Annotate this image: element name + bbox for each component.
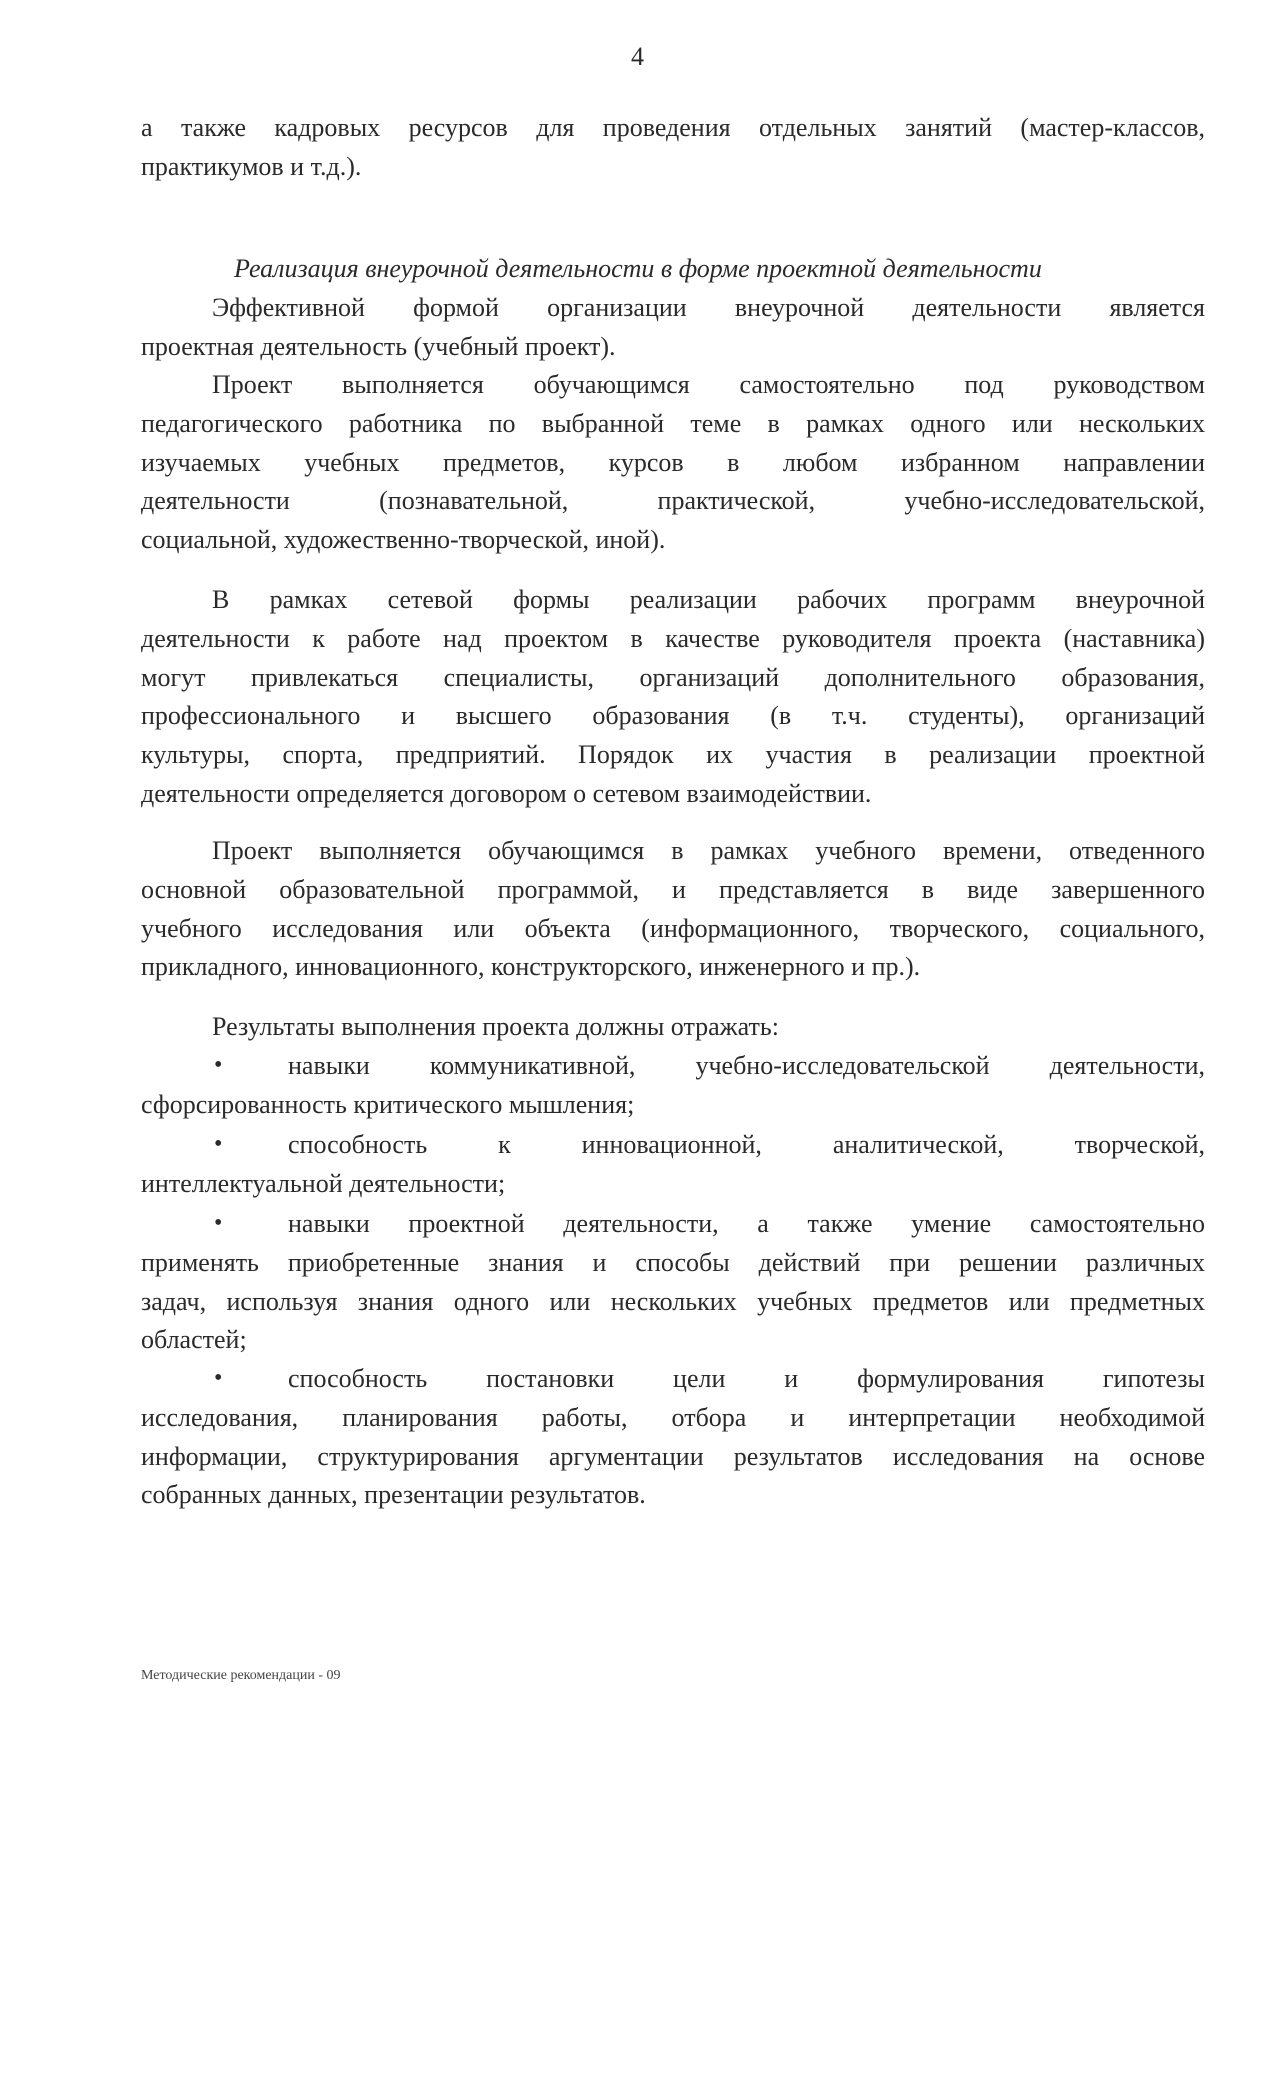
text-line: исследования, планирования работы, отбора и интерпретации необходимой — [141, 1402, 1205, 1432]
text-line: учебного исследования или объекта (информационного, творческого, социального, — [141, 913, 1205, 943]
text-line: информации, структурирования аргументации результатов исследования на основе — [141, 1441, 1205, 1471]
text-line: деятельности к работе над проектом в качестве руководителя проекта (наставника) — [141, 623, 1205, 653]
text-line: практикумов и т.д.). — [141, 151, 362, 181]
bullet-icon: • — [214, 1131, 223, 1157]
bullet-icon: • — [214, 1365, 223, 1391]
text-line: способность постановки цели и формулирования гипотезы — [288, 1364, 1205, 1393]
text-line: могут привлекаться специалисты, организаций дополнительного образования, — [141, 662, 1205, 692]
text-line: проектная деятельность (учебный проект). — [141, 331, 616, 361]
text-line: основной образовательной программой, и представляется в виде завершенного — [141, 874, 1205, 904]
text-line: деятельности определяется договором о сетевом взаимодействии. — [141, 779, 872, 808]
text-line: В рамках сетевой формы реализации рабочих программ внеурочной — [212, 585, 1205, 614]
text-line: интеллектуальной деятельности; — [141, 1168, 506, 1198]
text-line: изучаемых учебных предметов, курсов в любом избранном направлении — [141, 447, 1205, 477]
text-line: Проект выполняется обучающимся в рамках учебного времени, отведенного — [212, 836, 1205, 865]
text-line: навыки коммуникативной, учебно-исследовательской деятельности, — [288, 1051, 1205, 1080]
page-footer: Методические рекомендации - 09 — [141, 1668, 341, 1683]
text-line: способность к инновационной, аналитической, творческой, — [288, 1130, 1205, 1159]
text-line: Проект выполняется обучающимся самостоятельно под руководством — [212, 370, 1205, 399]
text-line: областей; — [141, 1325, 247, 1355]
text-line: задач, используя знания одного или нескольких учебных предметов или предметных — [141, 1286, 1205, 1316]
bullet-icon: • — [214, 1210, 223, 1236]
bullet-icon: • — [214, 1052, 223, 1078]
text-line: культуры, спорта, предприятий. Порядок их участия в реализации проектной — [141, 740, 1205, 770]
text-line: прикладного, инновационного, конструкторского, инженерного и пр.). — [141, 952, 921, 982]
section-heading: Реализация внеурочной деятельности в форме проектной деятельности — [234, 254, 1042, 283]
text-line: деятельности (познавательной, практической, учебно-исследовательской, — [141, 486, 1205, 516]
text-line: педагогического работника по выбранной теме в рамках одного или нескольких — [141, 408, 1205, 438]
text-line: а также кадровых ресурсов для проведения отдельных занятий (мастер-классов, — [141, 113, 1205, 142]
page-number: 4 — [631, 42, 644, 71]
text-line: Результаты выполнения проекта должны отражать: — [212, 1012, 779, 1041]
text-line: применять приобретенные знания и способы действий при решении различных — [141, 1247, 1205, 1277]
text-line: навыки проектной деятельности, а также умение самостоятельно — [288, 1209, 1205, 1238]
text-line: социальной, художественно-творческой, иной). — [141, 525, 666, 555]
text-line: сфорсированность критического мышления; — [141, 1089, 635, 1119]
text-line: собранных данных, презентации результатов. — [141, 1480, 646, 1510]
text-line: профессионального и высшего образования (в т.ч. студенты), организаций — [141, 701, 1205, 731]
text-line: Эффективной формой организации внеурочной деятельности является — [212, 293, 1205, 322]
